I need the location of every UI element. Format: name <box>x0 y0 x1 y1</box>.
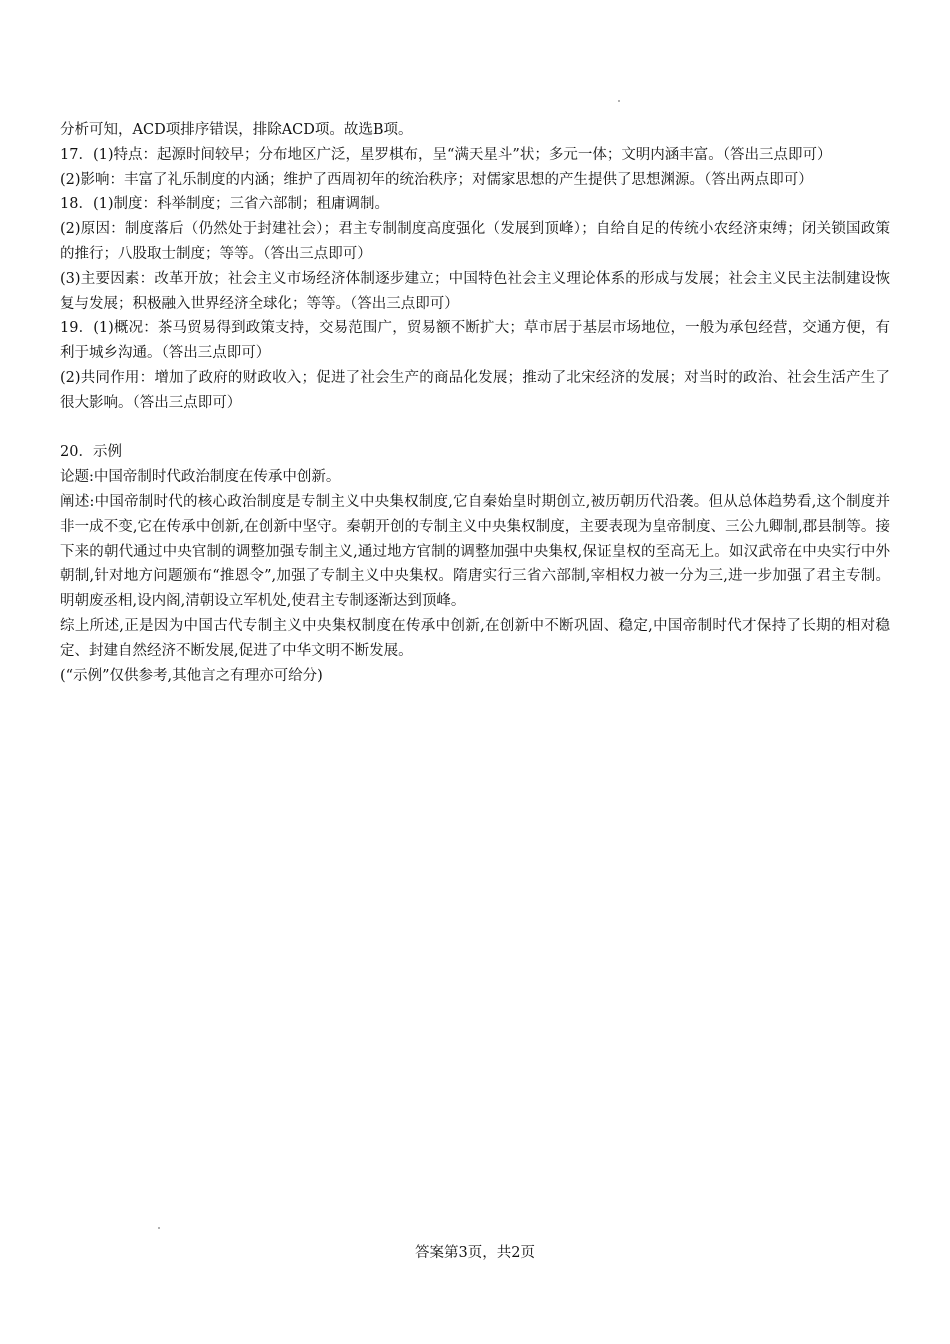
scan-speck <box>618 100 620 102</box>
answer-19-2: (2)共同作用：增加了政府的财政收入；促进了社会生产的商品化发展；推动了北宋经济的发展；对当时的政治、社会生活产生了很大影响。（答出三点即可） <box>60 369 890 411</box>
answer-19-1: 19．(1)概况：茶马贸易得到政策支持，交易范围广，贸易额不断扩大；草市居于基层市场地位，一般为承包经营，交通方便，有利于城乡沟通。（答出三点即可） <box>60 320 890 362</box>
answer-20-conclusion: 综上所述,正是因为中国古代专制主义中央集权制度在传承中创新,在创新中不断巩固、稳定,中国帝制时代才保持了长期的相对稳定、封建自然经济不断发展,促进了中华文明不断发展。 <box>60 617 890 659</box>
answer-20-heading: 20．示例 <box>60 444 122 461</box>
answer-18-3: (3)主要因素：改革开放；社会主义市场经济体制逐步建立；中国特色社会主义理论体系的形成与发展；社会主义民主法制建设恢复与发展；积极融入世界经济全球化；等等。（答出三点即可） <box>60 270 890 312</box>
page-footer: 答案第3页，共2页 <box>415 1245 535 1261</box>
answer-20-argument: 阐述:中国帝制时代的核心政治制度是专制主义中央集权制度,它自秦始皇时期创立,被历朝历代沿袭。但从总体趋势看,这个制度并非一成不变,它在传承中创新,在创新中坚守。秦朝开创的专制主义中央集权制度，主要表现为皇帝制度、三公九卿制,郡县制等。接下来的朝代通过中央官制的调整加强专制主义,通过地方官制的调整加强中央集权,保证皇权的至高无上。如汉武帝在中央实行中外朝制,针对地方问题颁布“推恩令”,加强了专制主义中央集权。隋唐实行三省六部制,宰相权力被一分为三,进一步加强了君主专制。明朝废丞相,设内阁,清朝设立军机处,使君主专制逐渐达到顶峰。 <box>60 493 890 610</box>
answer-20-thesis: 论题:中国帝制时代政治制度在传承中创新。 <box>60 469 341 486</box>
answer-18-1: 18．(1)制度：科举制度；三省六部制；租庸调制。 <box>60 196 389 213</box>
answer-18-2: (2)原因：制度落后（仍然处于封建社会）；君主专制制度高度强化（发展到顶峰）；自给自足的传统小农经济束缚；闭关锁国政策的推行；八股取士制度；等等。（答出三点即可） <box>60 221 890 262</box>
spacer <box>60 416 890 441</box>
scan-speck <box>158 1227 160 1229</box>
answer-17-1: 17．(1)特点：起源时间较早；分布地区广泛，星罗棋布，呈“满天星斗”状；多元一体；文明内涵丰富。（答出三点即可） <box>60 146 832 163</box>
answer-17-2: (2)影响：丰富了礼乐制度的内涵；维护了西周初年的统治秩序；对儒家思想的产生提供了思想渊源。（答出两点即可） <box>60 171 813 188</box>
answer-paragraph: 分析可知，ACD项排序错误，排除ACD项。故选B项。 <box>60 122 413 138</box>
answer-content <box>60 118 890 688</box>
answer-20-note: (“示例”仅供参考,其他言之有理亦可给分) <box>60 667 323 684</box>
